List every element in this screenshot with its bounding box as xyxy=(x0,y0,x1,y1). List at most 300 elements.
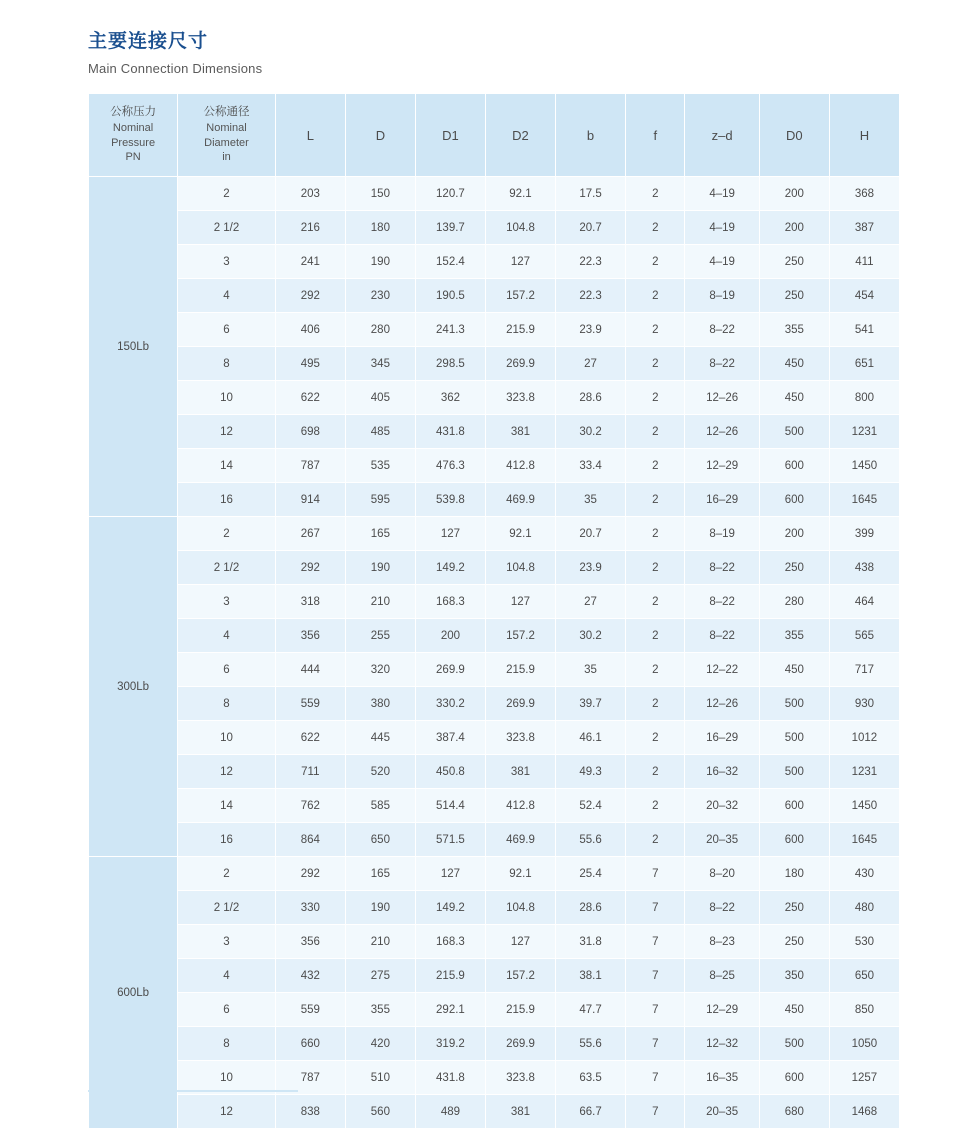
cell-b: 28.6 xyxy=(556,381,626,415)
cell-d2: 127 xyxy=(485,585,555,619)
cell-f: 7 xyxy=(626,1027,685,1061)
cell-b: 28.6 xyxy=(556,891,626,925)
group-label-cell: 600Lb xyxy=(89,857,178,1129)
cell-d0: 600 xyxy=(759,789,829,823)
cell-d1: 200 xyxy=(415,619,485,653)
group-label-cell: 150Lb xyxy=(89,177,178,517)
cell-d: 445 xyxy=(345,721,415,755)
cell-l: 330 xyxy=(275,891,345,925)
table-row xyxy=(89,891,900,925)
table-row xyxy=(89,789,900,823)
cell-nominal-diameter: 10 xyxy=(178,381,276,415)
cell-h: 1450 xyxy=(829,789,899,823)
cell-d2: 269.9 xyxy=(485,687,555,721)
cell-nominal-diameter: 3 xyxy=(178,925,276,959)
cell-f: 7 xyxy=(626,925,685,959)
cell-f: 7 xyxy=(626,857,685,891)
cell-h: 650 xyxy=(829,959,899,993)
cell-z-d: 4–19 xyxy=(685,177,759,211)
table-row xyxy=(89,483,900,517)
cell-h: 1231 xyxy=(829,415,899,449)
cell-z-d: 12–22 xyxy=(685,653,759,687)
cell-d0: 250 xyxy=(759,925,829,959)
cell-b: 46.1 xyxy=(556,721,626,755)
cell-d2: 412.8 xyxy=(485,789,555,823)
cell-d0: 200 xyxy=(759,211,829,245)
cell-d1: 431.8 xyxy=(415,415,485,449)
cell-z-d: 8–22 xyxy=(685,313,759,347)
table-row xyxy=(89,313,900,347)
cell-d: 650 xyxy=(345,823,415,857)
cell-nominal-diameter: 3 xyxy=(178,585,276,619)
cell-z-d: 12–26 xyxy=(685,687,759,721)
table-row xyxy=(89,211,900,245)
cell-d: 380 xyxy=(345,687,415,721)
cell-b: 30.2 xyxy=(556,415,626,449)
cell-f: 2 xyxy=(626,313,685,347)
cell-f: 2 xyxy=(626,585,685,619)
cell-z-d: 8–22 xyxy=(685,891,759,925)
table-row xyxy=(89,347,900,381)
cell-b: 27 xyxy=(556,585,626,619)
cell-d1: 362 xyxy=(415,381,485,415)
cell-d: 180 xyxy=(345,211,415,245)
cell-d: 210 xyxy=(345,925,415,959)
cell-b: 27 xyxy=(556,347,626,381)
cell-l: 292 xyxy=(275,279,345,313)
cell-h: 480 xyxy=(829,891,899,925)
cell-d1: 450.8 xyxy=(415,755,485,789)
group-label-cell: 300Lb xyxy=(89,517,178,857)
cell-d: 190 xyxy=(345,891,415,925)
cell-f: 2 xyxy=(626,279,685,313)
cell-d0: 450 xyxy=(759,347,829,381)
cell-b: 23.9 xyxy=(556,313,626,347)
cell-d1: 571.5 xyxy=(415,823,485,857)
cell-f: 2 xyxy=(626,517,685,551)
cell-d2: 104.8 xyxy=(485,891,555,925)
cell-l: 559 xyxy=(275,687,345,721)
column-header-d2: D2 xyxy=(485,94,555,177)
cell-d1: 120.7 xyxy=(415,177,485,211)
cell-d0: 600 xyxy=(759,449,829,483)
cell-d: 345 xyxy=(345,347,415,381)
cell-d: 405 xyxy=(345,381,415,415)
cell-d0: 200 xyxy=(759,517,829,551)
cell-z-d: 20–35 xyxy=(685,823,759,857)
cell-d0: 355 xyxy=(759,313,829,347)
cell-z-d: 8–23 xyxy=(685,925,759,959)
cell-l: 432 xyxy=(275,959,345,993)
cell-b: 49.3 xyxy=(556,755,626,789)
cell-d2: 381 xyxy=(485,1095,555,1129)
cell-f: 7 xyxy=(626,891,685,925)
cell-z-d: 8–22 xyxy=(685,619,759,653)
table-row xyxy=(89,1027,900,1061)
cell-d2: 323.8 xyxy=(485,721,555,755)
cell-nominal-diameter: 14 xyxy=(178,449,276,483)
cell-h: 438 xyxy=(829,551,899,585)
cell-d2: 215.9 xyxy=(485,313,555,347)
cell-nominal-diameter: 4 xyxy=(178,959,276,993)
column-header-cn: 公称压力 xyxy=(110,106,157,119)
cell-d2: 269.9 xyxy=(485,347,555,381)
cell-d1: 149.2 xyxy=(415,891,485,925)
cell-d1: 168.3 xyxy=(415,925,485,959)
cell-b: 38.1 xyxy=(556,959,626,993)
column-header-f: f xyxy=(626,94,685,177)
cell-nominal-diameter: 12 xyxy=(178,755,276,789)
cell-d1: 387.4 xyxy=(415,721,485,755)
cell-nominal-diameter: 2 xyxy=(178,177,276,211)
cell-d0: 450 xyxy=(759,381,829,415)
cell-nominal-diameter: 12 xyxy=(178,1095,276,1129)
table-row xyxy=(89,959,900,993)
cell-b: 20.7 xyxy=(556,211,626,245)
cell-d2: 381 xyxy=(485,755,555,789)
cell-nominal-diameter: 2 xyxy=(178,857,276,891)
cell-f: 2 xyxy=(626,619,685,653)
cell-d2: 381 xyxy=(485,415,555,449)
cell-d: 595 xyxy=(345,483,415,517)
cell-l: 622 xyxy=(275,721,345,755)
page-title-cn: 主要连接尺寸 xyxy=(88,31,209,52)
cell-nominal-diameter: 8 xyxy=(178,1027,276,1061)
cell-f: 7 xyxy=(626,959,685,993)
cell-d1: 489 xyxy=(415,1095,485,1129)
page-title-en: Main Connection Dimensions xyxy=(88,60,263,76)
column-header-l: L xyxy=(275,94,345,177)
cell-d: 320 xyxy=(345,653,415,687)
cell-f: 2 xyxy=(626,381,685,415)
cell-b: 31.8 xyxy=(556,925,626,959)
cell-nominal-diameter: 8 xyxy=(178,347,276,381)
cell-nominal-diameter: 12 xyxy=(178,415,276,449)
cell-l: 559 xyxy=(275,993,345,1027)
cell-f: 2 xyxy=(626,211,685,245)
footer-rule xyxy=(88,1090,298,1092)
cell-f: 2 xyxy=(626,789,685,823)
table-row xyxy=(89,653,900,687)
cell-d1: 168.3 xyxy=(415,585,485,619)
cell-d0: 680 xyxy=(759,1095,829,1129)
column-header-en-line-2: Pressure xyxy=(111,136,156,149)
cell-z-d: 8–19 xyxy=(685,279,759,313)
cell-h: 930 xyxy=(829,687,899,721)
cell-l: 356 xyxy=(275,925,345,959)
table-row xyxy=(89,687,900,721)
column-header-h: H xyxy=(829,94,899,177)
cell-l: 444 xyxy=(275,653,345,687)
cell-z-d: 4–19 xyxy=(685,211,759,245)
cell-d0: 250 xyxy=(759,279,829,313)
column-header-d: D xyxy=(345,94,415,177)
cell-h: 1468 xyxy=(829,1095,899,1129)
cell-h: 368 xyxy=(829,177,899,211)
cell-b: 33.4 xyxy=(556,449,626,483)
cell-d2: 157.2 xyxy=(485,279,555,313)
cell-h: 1012 xyxy=(829,721,899,755)
cell-nominal-diameter: 2 xyxy=(178,517,276,551)
cell-d1: 514.4 xyxy=(415,789,485,823)
cell-d2: 92.1 xyxy=(485,177,555,211)
cell-d1: 476.3 xyxy=(415,449,485,483)
table-row xyxy=(89,755,900,789)
cell-d: 150 xyxy=(345,177,415,211)
cell-d0: 500 xyxy=(759,415,829,449)
cell-nominal-diameter: 10 xyxy=(178,721,276,755)
cell-h: 1450 xyxy=(829,449,899,483)
cell-d0: 250 xyxy=(759,245,829,279)
cell-b: 52.4 xyxy=(556,789,626,823)
cell-l: 495 xyxy=(275,347,345,381)
cell-d: 190 xyxy=(345,245,415,279)
cell-z-d: 20–32 xyxy=(685,789,759,823)
cell-z-d: 8–25 xyxy=(685,959,759,993)
cell-d0: 600 xyxy=(759,483,829,517)
cell-d: 275 xyxy=(345,959,415,993)
cell-h: 565 xyxy=(829,619,899,653)
cell-l: 406 xyxy=(275,313,345,347)
cell-l: 216 xyxy=(275,211,345,245)
column-header-d0: D0 xyxy=(759,94,829,177)
cell-d: 535 xyxy=(345,449,415,483)
cell-f: 2 xyxy=(626,823,685,857)
cell-b: 22.3 xyxy=(556,279,626,313)
cell-b: 66.7 xyxy=(556,1095,626,1129)
cell-d2: 323.8 xyxy=(485,1061,555,1095)
cell-d: 585 xyxy=(345,789,415,823)
table-row xyxy=(89,279,900,313)
cell-d0: 250 xyxy=(759,551,829,585)
cell-l: 292 xyxy=(275,857,345,891)
cell-d2: 157.2 xyxy=(485,619,555,653)
cell-h: 541 xyxy=(829,313,899,347)
cell-d0: 355 xyxy=(759,619,829,653)
cell-nominal-diameter: 4 xyxy=(178,279,276,313)
cell-f: 2 xyxy=(626,721,685,755)
cell-d: 255 xyxy=(345,619,415,653)
cell-d2: 92.1 xyxy=(485,517,555,551)
cell-f: 2 xyxy=(626,551,685,585)
cell-d1: 431.8 xyxy=(415,1061,485,1095)
cell-d2: 104.8 xyxy=(485,211,555,245)
cell-d: 355 xyxy=(345,993,415,1027)
cell-d2: 269.9 xyxy=(485,1027,555,1061)
cell-d1: 149.2 xyxy=(415,551,485,585)
cell-l: 356 xyxy=(275,619,345,653)
cell-f: 2 xyxy=(626,483,685,517)
table-row xyxy=(89,619,900,653)
column-header-en-line-3: PN xyxy=(125,151,141,164)
table-row xyxy=(89,381,900,415)
cell-h: 1645 xyxy=(829,483,899,517)
column-header-en-line-1: Nominal xyxy=(206,121,247,134)
cell-nominal-diameter: 16 xyxy=(178,483,276,517)
cell-nominal-diameter: 16 xyxy=(178,823,276,857)
cell-l: 267 xyxy=(275,517,345,551)
table-header-row xyxy=(89,94,900,177)
cell-d0: 450 xyxy=(759,653,829,687)
cell-h: 717 xyxy=(829,653,899,687)
cell-d2: 412.8 xyxy=(485,449,555,483)
column-header-cn: 公称通径 xyxy=(203,106,250,119)
cell-d: 280 xyxy=(345,313,415,347)
cell-d1: 330.2 xyxy=(415,687,485,721)
cell-d: 190 xyxy=(345,551,415,585)
cell-d0: 600 xyxy=(759,823,829,857)
cell-l: 660 xyxy=(275,1027,345,1061)
table-row xyxy=(89,245,900,279)
column-header-nominal-pressure xyxy=(89,94,178,177)
cell-h: 1231 xyxy=(829,755,899,789)
cell-h: 411 xyxy=(829,245,899,279)
cell-z-d: 8–19 xyxy=(685,517,759,551)
cell-d1: 139.7 xyxy=(415,211,485,245)
cell-d0: 350 xyxy=(759,959,829,993)
cell-h: 800 xyxy=(829,381,899,415)
column-header-z-d: z–d xyxy=(685,94,759,177)
cell-d1: 241.3 xyxy=(415,313,485,347)
cell-f: 2 xyxy=(626,755,685,789)
cell-d1: 215.9 xyxy=(415,959,485,993)
cell-l: 914 xyxy=(275,483,345,517)
cell-z-d: 8–22 xyxy=(685,347,759,381)
cell-d1: 127 xyxy=(415,857,485,891)
cell-h: 1050 xyxy=(829,1027,899,1061)
cell-b: 25.4 xyxy=(556,857,626,891)
cell-b: 55.6 xyxy=(556,823,626,857)
cell-nominal-diameter: 6 xyxy=(178,313,276,347)
cell-d: 560 xyxy=(345,1095,415,1129)
cell-d1: 190.5 xyxy=(415,279,485,313)
cell-d: 420 xyxy=(345,1027,415,1061)
cell-l: 318 xyxy=(275,585,345,619)
cell-b: 63.5 xyxy=(556,1061,626,1095)
cell-f: 2 xyxy=(626,653,685,687)
cell-f: 7 xyxy=(626,1095,685,1129)
cell-d: 210 xyxy=(345,585,415,619)
cell-d2: 323.8 xyxy=(485,381,555,415)
table-row xyxy=(89,721,900,755)
cell-f: 2 xyxy=(626,415,685,449)
cell-d2: 215.9 xyxy=(485,993,555,1027)
cell-b: 30.2 xyxy=(556,619,626,653)
table-row xyxy=(89,551,900,585)
table-row xyxy=(89,585,900,619)
cell-d: 520 xyxy=(345,755,415,789)
cell-l: 787 xyxy=(275,449,345,483)
cell-l: 762 xyxy=(275,789,345,823)
table-body xyxy=(89,177,900,1129)
table-row xyxy=(89,415,900,449)
cell-h: 464 xyxy=(829,585,899,619)
cell-d2: 92.1 xyxy=(485,857,555,891)
cell-nominal-diameter: 2 1/2 xyxy=(178,551,276,585)
cell-d0: 200 xyxy=(759,177,829,211)
cell-d2: 104.8 xyxy=(485,551,555,585)
cell-d: 165 xyxy=(345,517,415,551)
cell-b: 47.7 xyxy=(556,993,626,1027)
cell-d2: 469.9 xyxy=(485,823,555,857)
cell-z-d: 20–35 xyxy=(685,1095,759,1129)
cell-d2: 127 xyxy=(485,925,555,959)
cell-z-d: 4–19 xyxy=(685,245,759,279)
cell-d1: 269.9 xyxy=(415,653,485,687)
cell-d2: 469.9 xyxy=(485,483,555,517)
cell-z-d: 12–26 xyxy=(685,381,759,415)
cell-h: 1645 xyxy=(829,823,899,857)
cell-z-d: 16–32 xyxy=(685,755,759,789)
cell-z-d: 8–22 xyxy=(685,551,759,585)
column-header-en-line-2: Diameter xyxy=(204,136,249,149)
cell-l: 838 xyxy=(275,1095,345,1129)
cell-d1: 539.8 xyxy=(415,483,485,517)
cell-d: 165 xyxy=(345,857,415,891)
column-header-b: b xyxy=(556,94,626,177)
cell-nominal-diameter: 2 1/2 xyxy=(178,891,276,925)
cell-b: 35 xyxy=(556,653,626,687)
table-row xyxy=(89,857,900,891)
cell-d1: 298.5 xyxy=(415,347,485,381)
cell-l: 698 xyxy=(275,415,345,449)
column-header-en-line-1: Nominal xyxy=(112,121,154,134)
cell-nominal-diameter: 8 xyxy=(178,687,276,721)
cell-nominal-diameter: 6 xyxy=(178,653,276,687)
cell-d0: 500 xyxy=(759,755,829,789)
cell-l: 292 xyxy=(275,551,345,585)
table-row xyxy=(89,517,900,551)
cell-h: 651 xyxy=(829,347,899,381)
table-row xyxy=(89,449,900,483)
cell-z-d: 8–22 xyxy=(685,585,759,619)
cell-d: 485 xyxy=(345,415,415,449)
cell-b: 22.3 xyxy=(556,245,626,279)
cell-l: 622 xyxy=(275,381,345,415)
cell-l: 787 xyxy=(275,1061,345,1095)
cell-z-d: 12–29 xyxy=(685,993,759,1027)
cell-b: 23.9 xyxy=(556,551,626,585)
title-block xyxy=(88,28,900,79)
cell-h: 430 xyxy=(829,857,899,891)
cell-d1: 127 xyxy=(415,517,485,551)
dimensions-table xyxy=(88,93,900,1129)
cell-d0: 250 xyxy=(759,891,829,925)
cell-b: 39.7 xyxy=(556,687,626,721)
cell-nominal-diameter: 14 xyxy=(178,789,276,823)
cell-d2: 215.9 xyxy=(485,653,555,687)
cell-h: 1257 xyxy=(829,1061,899,1095)
cell-z-d: 8–20 xyxy=(685,857,759,891)
cell-nominal-diameter: 10 xyxy=(178,1061,276,1095)
cell-l: 203 xyxy=(275,177,345,211)
cell-d0: 500 xyxy=(759,687,829,721)
cell-h: 399 xyxy=(829,517,899,551)
cell-z-d: 16–29 xyxy=(685,483,759,517)
cell-z-d: 12–26 xyxy=(685,415,759,449)
column-header-en-line-3: in xyxy=(222,151,231,164)
cell-z-d: 12–29 xyxy=(685,449,759,483)
cell-f: 7 xyxy=(626,993,685,1027)
cell-h: 454 xyxy=(829,279,899,313)
cell-nominal-diameter: 4 xyxy=(178,619,276,653)
table-header xyxy=(89,94,900,177)
table-row xyxy=(89,993,900,1027)
cell-d: 230 xyxy=(345,279,415,313)
cell-d0: 180 xyxy=(759,857,829,891)
cell-l: 864 xyxy=(275,823,345,857)
cell-b: 55.6 xyxy=(556,1027,626,1061)
